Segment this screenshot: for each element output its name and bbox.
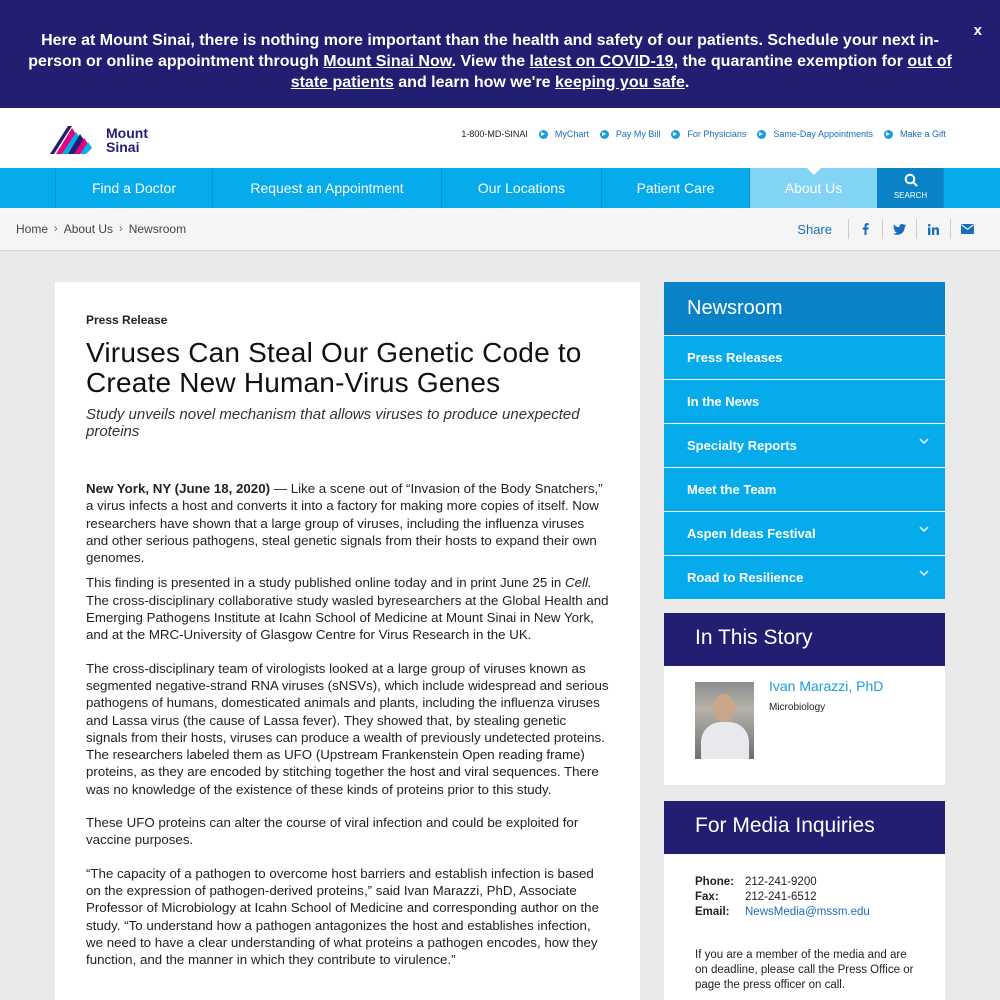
alert-link-out-of-state[interactable]: out of state patients (290, 53, 952, 91)
envelope-icon (961, 224, 974, 234)
logo-mark-icon (50, 120, 102, 156)
article-paragraph: These UFO proteins can alter the course of viral infection and could be exploited for vaccine purposes. (86, 815, 579, 848)
sidebar-item-in-the-news[interactable] (664, 379, 945, 423)
chevron-down-icon[interactable] (919, 569, 929, 577)
contact-email-link[interactable]: NewsMedia@mssm.edu (745, 906, 870, 918)
linkedin-share-button[interactable] (916, 219, 950, 239)
contact-row (695, 905, 870, 920)
utility-link-physicians[interactable] (671, 129, 746, 139)
arrow-circle-icon (539, 130, 548, 139)
sidebar-item-press-releases[interactable] (664, 335, 945, 379)
utility-link-gift[interactable] (884, 129, 946, 139)
phone-number[interactable]: 1-800-MD-SINAI (461, 129, 528, 139)
arrow-circle-icon (600, 130, 609, 139)
contact-label: Email: (695, 906, 730, 918)
utility-link-same-day[interactable] (757, 129, 873, 139)
in-this-story-title: In This Story (664, 613, 945, 666)
utility-link-label: For Physicians (687, 129, 747, 139)
utility-link-label: MyChart (554, 129, 589, 139)
nav-find-doctor[interactable]: Find a Doctor (55, 168, 212, 208)
arrow-circle-icon (884, 130, 893, 139)
contact-row (695, 890, 870, 905)
alert-text: Here at Mount Sinai, there is nothing more important than the health and safety of our patients. Schedule your next in-person or online appointment through (28, 32, 939, 70)
sidebar-item-label: Aspen Ideas Festival (687, 526, 816, 541)
breadcrumb-about[interactable]: About Us (63, 222, 114, 236)
nav-patient-care[interactable]: Patient Care (601, 168, 749, 208)
newsroom-title: Newsroom (664, 282, 945, 335)
search-label: SEARCH (893, 191, 928, 200)
dateline: New York, NY (June 18, 2020) (86, 481, 271, 496)
media-note: If you are a member of the media and are on deadline, please call the Press Office or page the press officer on call. (695, 949, 914, 991)
utility-link-label: Make a Gift (899, 129, 946, 139)
utility-link-mychart[interactable] (539, 129, 589, 139)
sidebar-item-aspen-ideas[interactable] (664, 511, 945, 555)
contact-fax: 212-241-6512 (745, 891, 817, 903)
logo-line: Mount (106, 125, 148, 141)
share-label: Share (797, 221, 832, 237)
alert-text: , the quarantine exemption for (673, 53, 908, 70)
sidebar-item-label: In the News (687, 394, 760, 409)
alert-link-covid[interactable]: latest on COVID-19 (529, 53, 674, 70)
article-paragraph: “The capacity of a pathogen to overcome host barriers and establish infection is based on the expression of pathogen-derived proteins,” said Ivan Marazzi, PhD, Associate Professor of Microbiology at Icahn School of Medicine and corresponding author on the study. “To understand how a pathogen antagonizes the host and establishes infection, we need to have a clear understanding of what proteins a pathogen encodes, how they function, and the manner in which they contribute to virulence.” (86, 865, 599, 968)
search-button[interactable] (877, 168, 944, 208)
sidebar-item-label: Road to Resilience (687, 570, 804, 585)
utility-link-label: Pay My Bill (615, 129, 661, 139)
media-contact (695, 875, 870, 920)
arrow-circle-icon (757, 130, 766, 139)
breadcrumb (16, 222, 186, 236)
photo-shape (713, 694, 735, 722)
nav-about-us[interactable]: About Us (749, 168, 877, 208)
alert-text: and learn how we're (393, 74, 556, 91)
alert-text: . View the (451, 53, 530, 70)
main-nav (0, 168, 1000, 208)
contact-phone[interactable]: 212-241-9200 (745, 876, 817, 888)
sidebar-item-road-to-resilience[interactable] (664, 555, 945, 599)
search-icon (904, 173, 918, 187)
logo-text (106, 126, 148, 154)
article-subtitle: Study unveils novel mechanism that allows viruses to produce unexpected proteins (86, 406, 580, 440)
facebook-share-button[interactable] (848, 219, 882, 239)
mount-sinai-logo[interactable] (50, 120, 160, 156)
paragraph-text: This finding is presented in a study published online today and in print June 25 in (86, 575, 565, 591)
press-release-article (55, 282, 640, 1000)
article-body (86, 480, 609, 968)
alert-link-mount-sinai-now[interactable]: Mount Sinai Now (323, 53, 452, 70)
site-header (0, 108, 1000, 168)
arrow-circle-icon (671, 130, 680, 139)
logo-line: Sinai (106, 139, 140, 155)
contact-label: Phone: (695, 876, 734, 888)
contact-label: Fax: (695, 891, 719, 903)
page-title: Viruses Can Steal Our Genetic Code to Create New Human-Virus Genes (86, 337, 582, 398)
media-inquiries-title: For Media Inquiries (664, 801, 945, 854)
article-kicker: Press Release (86, 313, 168, 327)
chevron-down-icon[interactable] (919, 437, 929, 445)
close-alert-button[interactable]: x (973, 22, 982, 39)
utility-link-label: Same-Day Appointments (773, 129, 873, 139)
in-this-story-box (664, 613, 945, 785)
article-paragraph (86, 480, 609, 566)
journal-name: Cell. (565, 575, 592, 591)
chevron-down-icon[interactable] (919, 525, 929, 533)
sidebar-item-meet-the-team[interactable] (664, 467, 945, 511)
sidebar-item-label: Press Releases (687, 350, 783, 365)
breadcrumb-bar (0, 208, 1000, 251)
newsroom-menu (664, 282, 945, 599)
breadcrumb-home[interactable]: Home (16, 222, 49, 236)
nav-request-appointment[interactable]: Request an Appointment (212, 168, 441, 208)
person-name-link[interactable]: Ivan Marazzi, PhD (769, 678, 884, 694)
nav-our-locations[interactable]: Our Locations (441, 168, 601, 208)
twitter-share-button[interactable] (882, 219, 916, 239)
sidebar-item-label: Specialty Reports (687, 438, 797, 453)
share-bar (797, 219, 984, 239)
photo-shape (701, 722, 749, 759)
sidebar-item-specialty-reports[interactable] (664, 423, 945, 467)
chevron-right-icon: › (54, 223, 58, 235)
facebook-icon (862, 223, 869, 235)
twitter-icon (893, 224, 906, 235)
paragraph-text: — Like a scene out of “Invasion of the Body Snatchers,” a virus infects a host and converts it into a factory for making more copies of itself. Now researchers have shown that a large group of viruses, including the influenza viruses and other serious pathogens, steal genetic signals from their hosts to expand their own genomes. (86, 481, 603, 566)
article-paragraph: The cross-disciplinary team of virologists looked at a large group of viruses known as segmented negative-strand RNA viruses (sNSVs), which include widespread and serious pathogens of humans, domesticated animals and plants, including the influenza viruses and Lassa virus (the cause of Lassa fever). They showed that, by stealing genetic signals from their hosts, viruses can produce a wealth of previously undetected proteins. The researchers labeled them as UFO (Upstream Frankenstein Open reading frame) proteins, as they are encoded by stitching together the host and viral sequences. There was no knowledge of the existence of these kinds of proteins prior to this study. (86, 660, 609, 797)
contact-row (695, 875, 870, 890)
article-paragraph (86, 574, 609, 643)
utility-nav (461, 129, 946, 139)
person-department: Microbiology (769, 702, 826, 713)
alert-link-keeping-safe[interactable]: keeping you safe (555, 74, 685, 91)
alert-text: . (684, 74, 690, 91)
paragraph-text: The cross-disciplinary collaborative study wasled byresearchers at the Global Health and Emerging Pathogens Institute at Icahn School of Medicine at Mount Sinai in New York, and at the MRC-University of Glasgow Centre for Virus Research in the UK. (86, 592, 609, 643)
sidebar-item-label: Meet the Team (687, 482, 777, 497)
person-photo[interactable] (695, 682, 754, 759)
breadcrumb-newsroom[interactable]: Newsroom (128, 222, 187, 236)
email-share-button[interactable] (950, 219, 984, 239)
media-inquiries-box (664, 801, 945, 1000)
chevron-right-icon: › (119, 223, 123, 235)
utility-link-pay-bill[interactable] (600, 129, 661, 139)
linkedin-icon (928, 224, 939, 235)
covid-alert-banner (0, 0, 1000, 108)
